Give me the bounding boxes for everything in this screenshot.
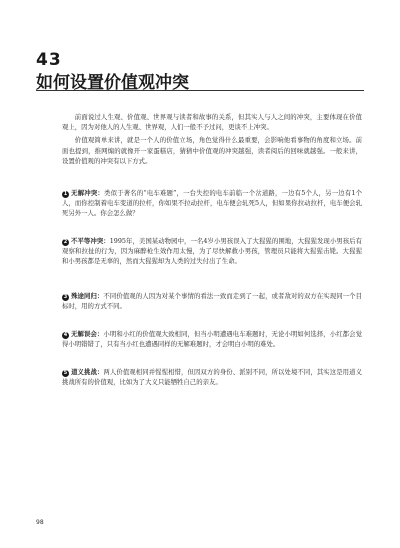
page-number: 98 (36, 519, 44, 526)
item-text: 小明和小红的价值观大致相同，但当小明遭遇电车难题时，无论小明如何选择，小红都会觉得小明错错了，只有当小红也遭遇同样的无解难题时，才会明白小明的难处。 (62, 330, 363, 349)
item-term: 无解误会： (71, 330, 104, 338)
number-badge: 2 (63, 239, 68, 245)
item-term: 无解冲突： (71, 189, 104, 197)
number-badge: 5 (63, 370, 68, 376)
item-text: 两人价值观相同并惺惺相惜，但因双方的身份、派别不同，所以处境不同，其实这是用道义挑战所有的价值观，比如为了大义只能牺牲自己的亲友。 (62, 368, 363, 387)
paragraph: 价值观简单来讲，就是一个人的价值立场，角色觉得什么最重要，会影响他看事物的角度和立场。前面也提到，推网煽的就像开一家蛋糕店，猜猜中价值观的冲突越强，读者阅后的回味就越强。一般来讲，设置价值观的冲突有以下方式。 (62, 136, 362, 165)
list-item (62, 329, 362, 349)
paragraph: 前面说过人生观、价值观、世界观与读者和故事的关系，但其实人与人之间的冲突，主要体现在价值观上，因为对他人的人生观、世界观，人们一般不予过问，更谈不上冲突。 (62, 113, 362, 132)
list-item (62, 367, 362, 387)
chapter-title: 如何设置价值观冲突 (36, 73, 189, 93)
item-text: 不同价值观的人因为对某个事情的看法一致而走到了一起，或者敌对的双方在实现同一个目标时，用的方式不同。 (62, 292, 363, 311)
item-term: 殊途同归： (71, 292, 104, 300)
title-rule (36, 90, 364, 91)
intro-body (62, 112, 362, 169)
number-badge: 4 (63, 332, 68, 338)
item-term: 道义挑战： (71, 368, 104, 376)
item-text: 1995年，美国某动物园中，一名4岁小男孩误入了大猩猩的围地，大猩猩发现小男孩后有观察和拉扯的行为，因为麻醉枪生效作用太慢，为了尽快解救小男孩，管理员只能将大猩猩击毙。大猩猩和小男孩都是无辜的，然而大猩猩却为人类的过失付出了生命。 (62, 237, 363, 266)
item-term: 不平等冲突： (71, 237, 110, 245)
number-badge: 1 (63, 191, 68, 197)
list-item (62, 291, 362, 311)
chapter-number: 43 (36, 50, 62, 70)
number-badge: 3 (63, 294, 68, 300)
list-item (62, 236, 362, 267)
item-text: 类似于著名的“电车难题”，一台失控的电车前临一个岔道路，一边有5个人，另一边有1个人，而你控制着电车变道的拉杆，你如果不拉动拉杆，电车便会轧死5人，但如果你拉动拉杆，电车便会轧死另外一人。你会怎么做？ (62, 189, 363, 218)
list-item (62, 188, 362, 219)
